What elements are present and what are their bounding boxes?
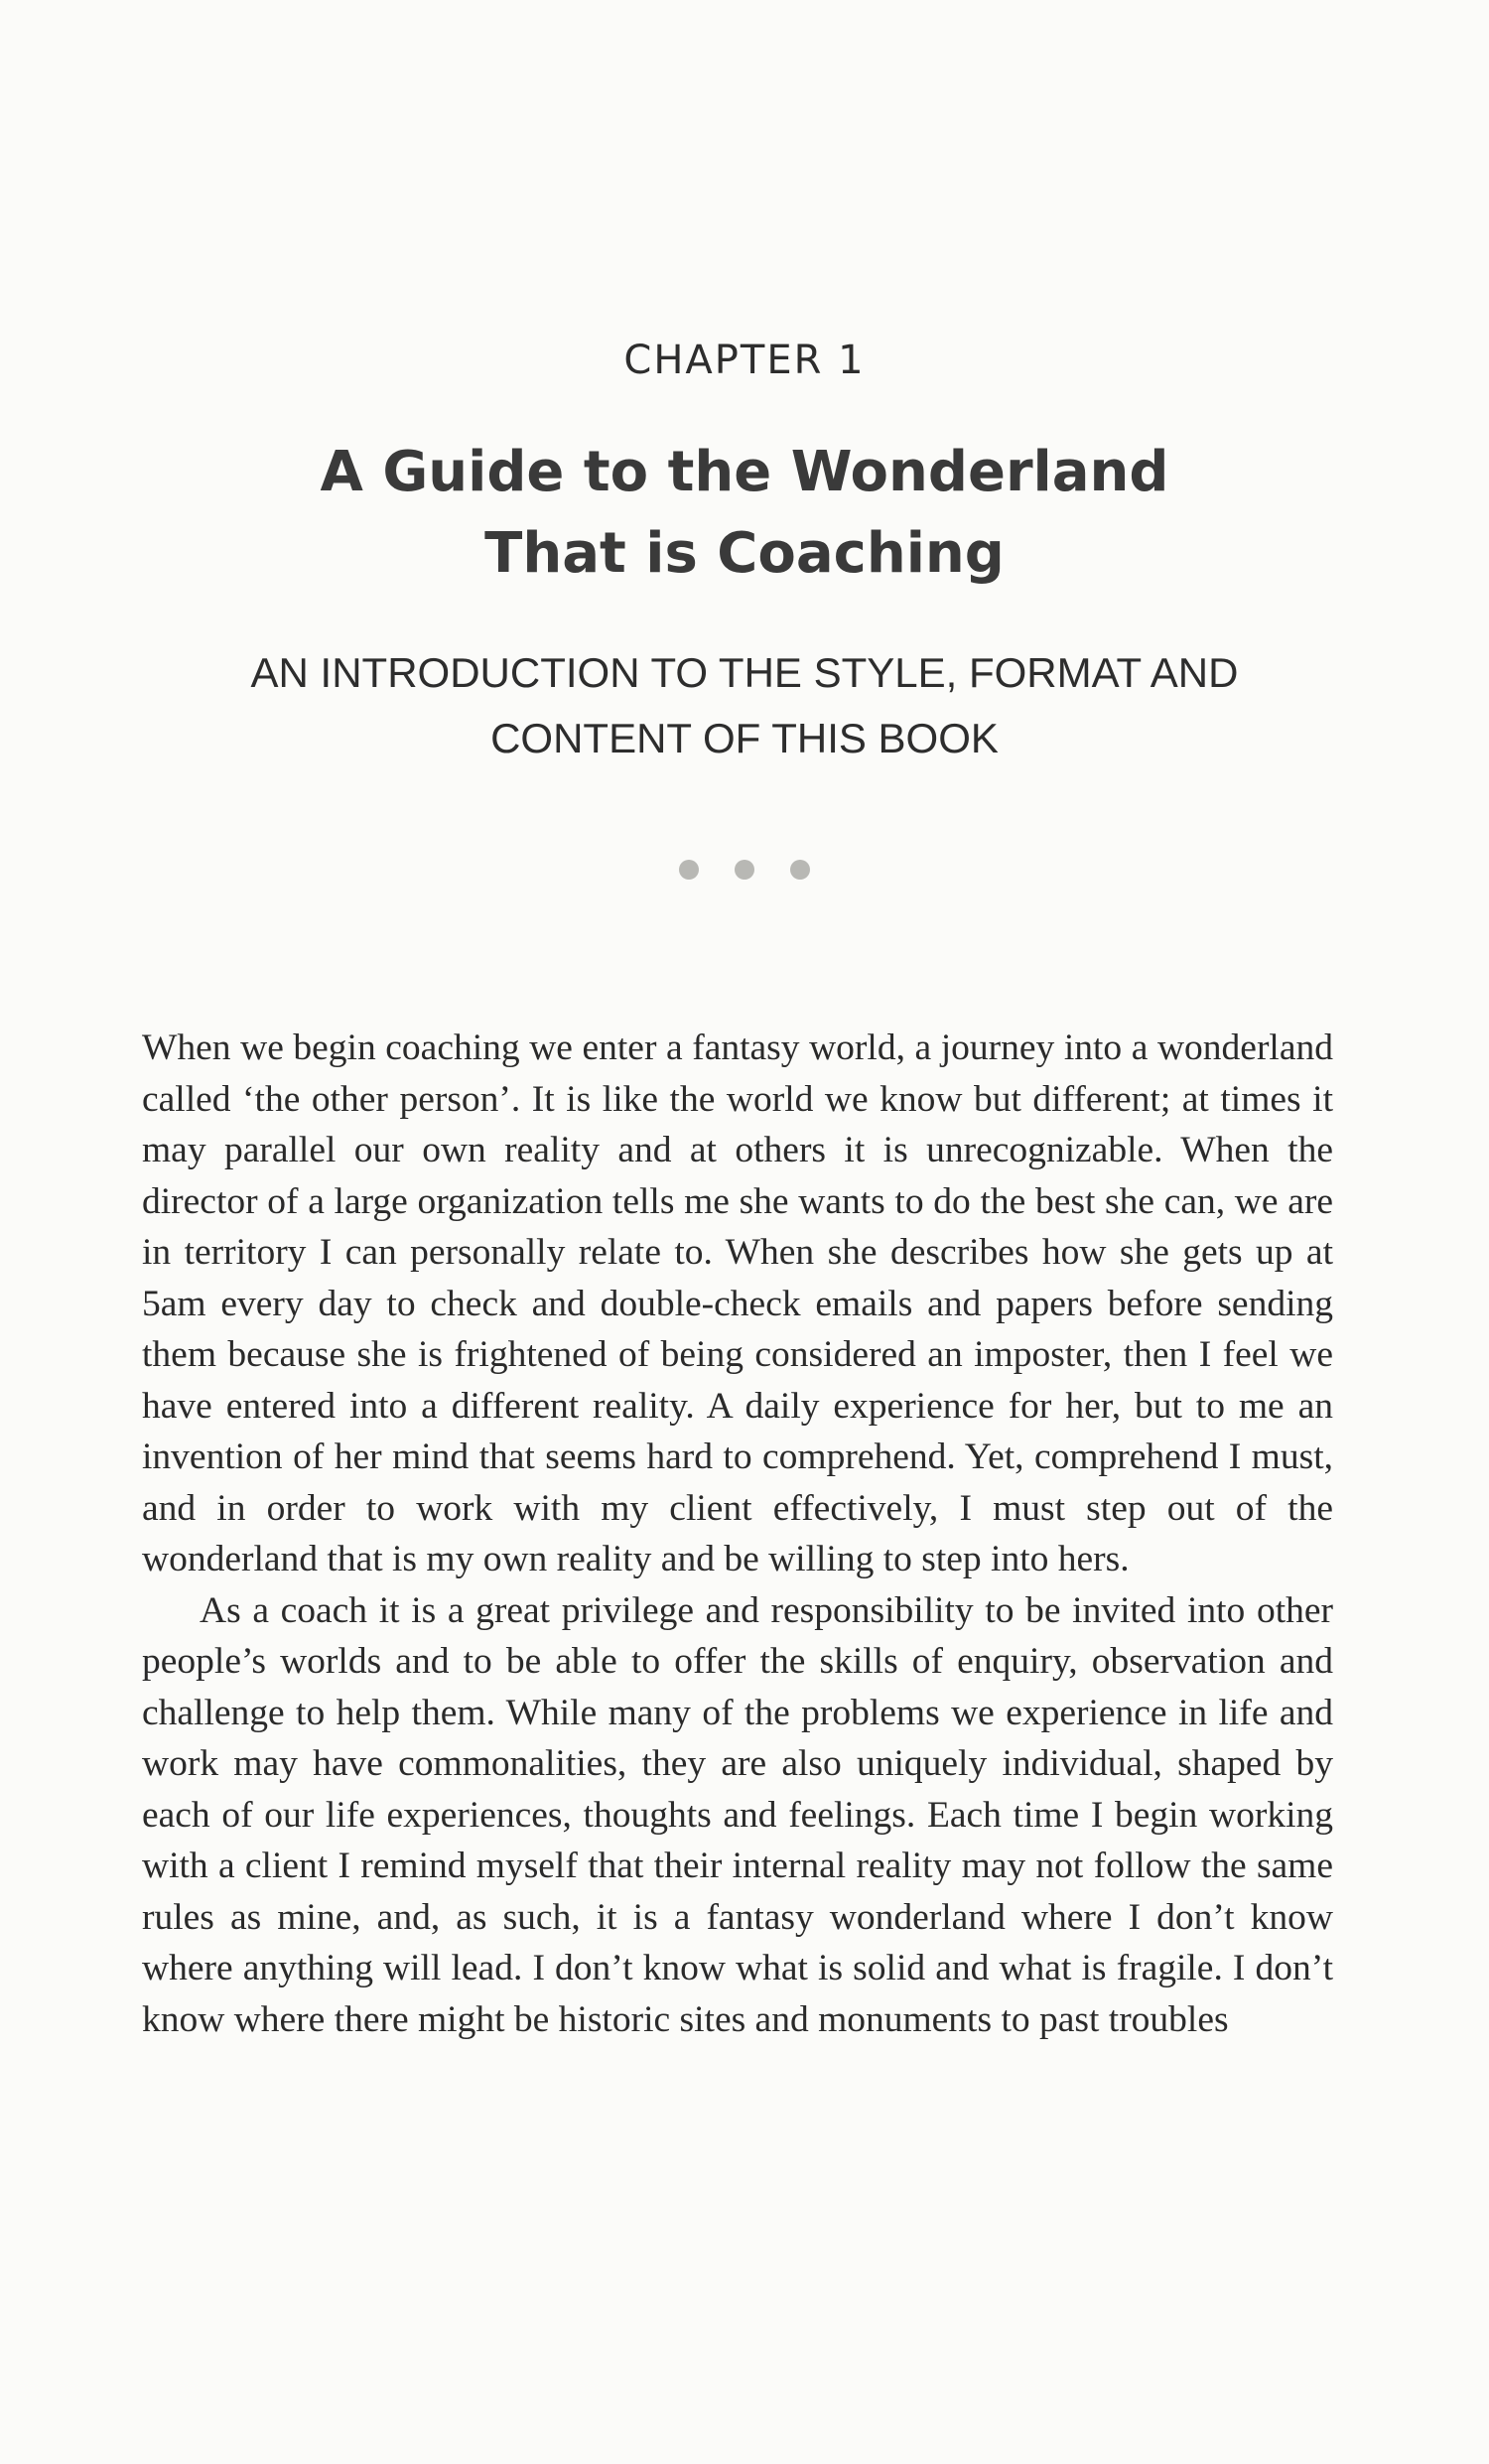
chapter-title: [0, 432, 1489, 595]
ornament-dot-icon: [735, 860, 754, 880]
chapter-subtitle-line-1: AN INTRODUCTION TO THE STYLE, FORMAT AND: [250, 649, 1239, 696]
ornament-dot-icon: [790, 860, 810, 880]
chapter-body: [142, 1023, 1333, 2045]
chapter-title-line-1: A Guide to the Wonderland: [320, 440, 1169, 504]
chapter-subtitle-line-2: CONTENT OF THIS BOOK: [490, 715, 999, 761]
chapter-title-line-2: That is Coaching: [484, 521, 1005, 586]
section-ornament: [0, 860, 1489, 884]
paragraph-2: As a coach it is a great privilege and responsibility to be invited into other people’s worlds and to be able to offer the skills of enquiry, observation and challenge to help them. While many of the problems we experience in life and work may have commonalities, they are also uniquely individual, shaped by each of our life experiences, thoughts and feelings. Each time I begin working with a client I remind myself that their internal reality may not follow the same rules as mine, and, as such, it is a fantasy wonderland where I don’t know where anything will lead. I don’t know what is solid and what is fragile. I don’t know where there might be historic sites and monuments to past troubles: [142, 1589, 1333, 2040]
ornament-dot-icon: [679, 860, 699, 880]
paragraph-1: When we begin coaching we enter a fantasy world, a journey into a wonderland called ‘the other person’. It is like the world we know but different; at times it may parallel our own reality and at others it is unrecognizable. When the director of a large organization tells me she wants to do the best she can, we are in territory I can personally relate to. When she describes how she gets up at 5am every day to check and double-check emails and papers before sending them because she is frightened of being considered an imposter, then I feel we have entered into a different reality. A daily experience for her, but to me an invention of her mind that seems hard to comprehend. Yet, comprehend I must, and in order to work with my client effectively, I must step out of the wonderland that is my own reality and be willing to step into hers.: [142, 1027, 1333, 1579]
chapter-label: CHAPTER 1: [623, 338, 866, 383]
chapter-subtitle: [0, 640, 1489, 771]
